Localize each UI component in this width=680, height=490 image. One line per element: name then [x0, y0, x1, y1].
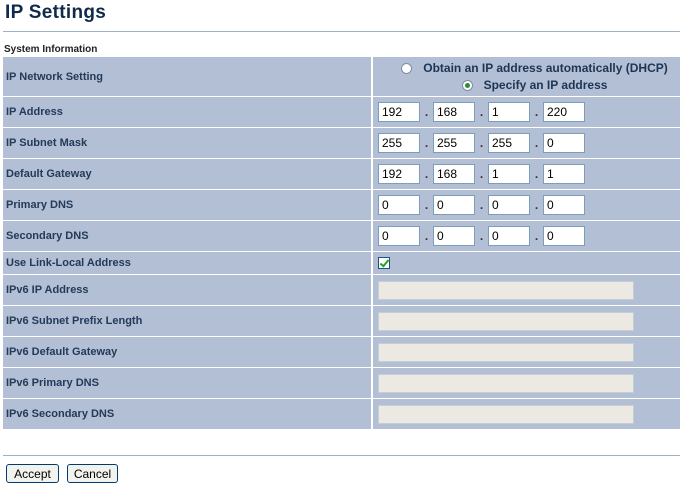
ipv6-primary-dns-label: IPv6 Primary DNS: [3, 368, 371, 398]
secondary-dns-octet-4[interactable]: [543, 226, 585, 246]
ipv6-default-gateway-row: [3, 337, 680, 367]
ipv6-primary-dns-cell: [373, 368, 680, 398]
ipv6-secondary-dns-cell: [373, 399, 680, 429]
accept-button[interactable]: Accept: [6, 464, 59, 483]
ipv6-prefix-length-label: IPv6 Subnet Prefix Length: [3, 306, 371, 336]
secondary-dns-label: Secondary DNS: [3, 221, 371, 251]
default-gateway-octet-3[interactable]: [488, 164, 530, 184]
static-ip-option-label: Specify an IP address: [483, 78, 608, 92]
octet-separator: .: [534, 105, 539, 119]
dhcp-option[interactable]: [401, 61, 668, 75]
ipv6-ip-address-row: [3, 275, 680, 305]
ipv6-default-gateway-cell: [373, 337, 680, 367]
octet-separator: .: [424, 229, 429, 243]
default-gateway-label: Default Gateway: [3, 159, 371, 189]
octet-separator: .: [424, 136, 429, 150]
default-gateway-row: [3, 159, 680, 189]
ipv6-primary-dns-row: [3, 368, 680, 398]
ip-address-octet-4[interactable]: [543, 102, 585, 122]
ipv6-prefix-length-input[interactable]: [378, 312, 634, 331]
subnet-mask-octet-3[interactable]: [488, 133, 530, 153]
cancel-button[interactable]: Cancel: [67, 464, 118, 483]
ipv6-secondary-dns-row: [3, 399, 680, 429]
subnet-mask-field: [373, 128, 680, 158]
primary-dns-field: [373, 190, 680, 220]
primary-dns-label: Primary DNS: [3, 190, 371, 220]
subnet-mask-label: IP Subnet Mask: [3, 128, 371, 158]
ip-address-field: [373, 97, 680, 127]
octet-separator: .: [534, 136, 539, 150]
octet-separator: .: [479, 136, 484, 150]
default-gateway-octet-1[interactable]: [378, 164, 420, 184]
default-gateway-octet-2[interactable]: [433, 164, 475, 184]
primary-dns-octet-3[interactable]: [488, 195, 530, 215]
subnet-mask-octet-2[interactable]: [433, 133, 475, 153]
ipv6-prefix-length-row: [3, 306, 680, 336]
subnet-mask-octet-4[interactable]: [543, 133, 585, 153]
ip-address-octet-2[interactable]: [433, 102, 475, 122]
default-gateway-field: [373, 159, 680, 189]
ip-network-setting-label: IP Network Setting: [3, 57, 371, 96]
settings-table: [3, 57, 680, 430]
secondary-dns-field: [373, 221, 680, 251]
secondary-dns-octet-2[interactable]: [433, 226, 475, 246]
footer-divider: [3, 455, 680, 456]
secondary-dns-octet-1[interactable]: [378, 226, 420, 246]
ip-address-octet-3[interactable]: [488, 102, 530, 122]
ip-address-row: [3, 97, 680, 127]
title-divider: [3, 31, 680, 32]
ipv6-ip-address-label: IPv6 IP Address: [3, 275, 371, 305]
octet-separator: .: [479, 105, 484, 119]
ipv6-default-gateway-input[interactable]: [378, 343, 634, 362]
ip-address-octet-1[interactable]: [378, 102, 420, 122]
primary-dns-octet-4[interactable]: [543, 195, 585, 215]
static-ip-radio[interactable]: [462, 80, 473, 91]
static-ip-option[interactable]: [462, 78, 608, 92]
ipv6-secondary-dns-label: IPv6 Secondary DNS: [3, 399, 371, 429]
link-local-row: [3, 252, 680, 274]
octet-separator: .: [479, 167, 484, 181]
section-title: System Information: [4, 44, 98, 55]
octet-separator: .: [424, 198, 429, 212]
subnet-mask-octet-1[interactable]: [378, 133, 420, 153]
octet-separator: .: [479, 198, 484, 212]
secondary-dns-row: [3, 221, 680, 251]
ipv6-default-gateway-label: IPv6 Default Gateway: [3, 337, 371, 367]
dhcp-option-label: Obtain an IP address automatically (DHCP): [423, 61, 668, 75]
link-local-label: Use Link-Local Address: [3, 252, 371, 274]
octet-separator: .: [534, 198, 539, 212]
octet-separator: .: [479, 229, 484, 243]
ipv6-prefix-length-cell: [373, 306, 680, 336]
ip-mode-radio-group: [373, 57, 680, 96]
primary-dns-row: [3, 190, 680, 220]
dhcp-radio[interactable]: [401, 63, 412, 74]
subnet-mask-row: [3, 128, 680, 158]
link-local-checkbox[interactable]: [378, 257, 390, 269]
default-gateway-octet-4[interactable]: [543, 164, 585, 184]
link-local-cell: [373, 252, 680, 274]
ipv6-primary-dns-input[interactable]: [378, 374, 634, 393]
secondary-dns-octet-3[interactable]: [488, 226, 530, 246]
ipv6-ip-address-cell: [373, 275, 680, 305]
page-title: IP Settings: [5, 2, 107, 23]
primary-dns-octet-1[interactable]: [378, 195, 420, 215]
octet-separator: .: [534, 167, 539, 181]
ipv6-ip-address-input[interactable]: [378, 281, 634, 300]
ip-address-label: IP Address: [3, 97, 371, 127]
octet-separator: .: [534, 229, 539, 243]
ip-network-setting-row: [3, 57, 680, 96]
octet-separator: .: [424, 105, 429, 119]
primary-dns-octet-2[interactable]: [433, 195, 475, 215]
ipv6-secondary-dns-input[interactable]: [378, 405, 634, 424]
octet-separator: .: [424, 167, 429, 181]
